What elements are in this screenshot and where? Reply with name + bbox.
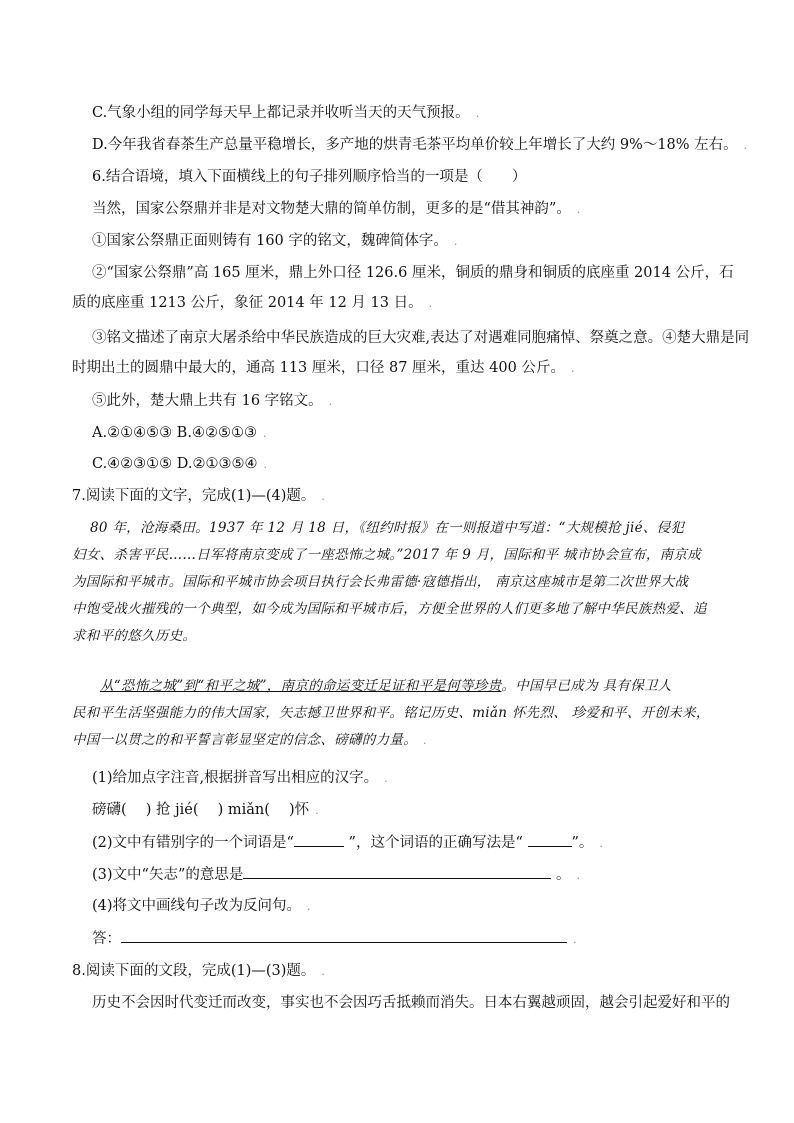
option-c: C.气象小组的同学每天早上都记录并收听当天的天气预报。 . bbox=[92, 105, 480, 121]
option-d: D.今年我省春茶生产总量平稳增长，多产地的烘青毛茶平均单价较上年增长了大约 9%～18% 左右。 . bbox=[92, 137, 748, 153]
passage-1-line-5: 求和平的悠久历史。 bbox=[72, 628, 197, 644]
passage-1-line-1: 80 年，沧海桑田。1937 年 12 月 18 日，《纽约时报》在一则报道中写道：“大规模抢 jié、侵犯 bbox=[90, 520, 685, 536]
answer-blank-wrong-word[interactable] bbox=[294, 832, 344, 847]
passage-2-line-3: 中国一以贯之的和平誓言彰显坚定的信念、磅礴的力量。 . bbox=[72, 732, 427, 748]
passage-2-line-2: 民和平生活坚强能力的伟大国家，矢志撼卫世界和平。铭记历史、miǎn 怀先烈、 珍爱和平、开创未来， bbox=[72, 705, 710, 721]
passage-3-line-1: 历史不会因时代变迁而改变，事实也不会因巧舌抵赖而消失。日本右翼越顽固，越会引起爱好和平的 bbox=[92, 995, 730, 1011]
sub-question-3: (3)文中“矢志”的意思是 。 . bbox=[92, 864, 580, 886]
question-6-context: 当然，国家公祭鼎并非是对文物楚大鼎的简单仿制，更多的是“借其神韵”。 . bbox=[92, 201, 581, 217]
sentence-5: ⑤此外，楚大鼎上共有 16 字铭文。 . bbox=[92, 393, 333, 409]
answer-blank-meaning[interactable] bbox=[243, 864, 551, 879]
underlined-sentence: 从“恐怖之城”到“和平之城”，南京的命运变迁足证和平是何等珍贵 bbox=[100, 678, 502, 694]
answer-blank-correct-word[interactable] bbox=[528, 832, 572, 847]
question-8: 8.阅读下面的文段，完成(1)—(3)题。 . bbox=[72, 963, 325, 979]
sub-question-1-items: 磅礴( ) 抢 jié( ) miǎn( )怀 . bbox=[92, 802, 319, 818]
sentence-2-line-1: ②“国家公祭鼎”高 165 厘米，鼎上外口径 126.6 厘米，铜质的鼎身和铜质的底座重 2014 公斤，石 bbox=[92, 265, 734, 281]
answer-line: 答： . bbox=[92, 928, 577, 950]
options-a-b: A.②①④⑤③ B.④②⑤①③ . bbox=[92, 425, 267, 441]
answer-blank-rhetorical[interactable] bbox=[121, 928, 567, 943]
question-7: 7.阅读下面的文字，完成(1)—(4)题。 . bbox=[72, 488, 325, 504]
passage-1-line-4: 中饱受战火摧残的一个典型，如今成为国际和平城市后，方便全世界的人们更多地了解中华民族热爱、追 bbox=[72, 601, 707, 617]
passage-1-line-2: 妇女、杀害平民……日军将南京变成了一座恐怖之城。”2017 年 9 月，国际和平 城市协会宣布，南京成 bbox=[72, 547, 702, 563]
options-c-d: C.④②③①⑤ D.②①③⑤④ . bbox=[92, 456, 268, 472]
sub-question-1: (1)给加点字注音,根据拼音写出相应的汉字。 . bbox=[92, 770, 388, 786]
sub-question-4: (4)将文中画线句子改为反问句。 . bbox=[92, 898, 311, 914]
sentence-2-line-2: 质的底座重 1213 公斤，象征 2014 年 12 月 13 日。 . bbox=[72, 295, 433, 311]
passage-2-line-1: 从“恐怖之城”到“和平之城”，南京的命运变迁足证和平是何等珍贵。中国早已成为 具有保卫人 bbox=[100, 678, 672, 694]
sentence-1: ①国家公祭鼎正面则铸有 160 字的铭文，魏碑简体字。 . bbox=[92, 233, 458, 249]
sentence-3-line-2: 时期出土的圆鼎中最大的，通高 113 厘米，口径 87 厘米，重达 400 公斤。 . bbox=[72, 360, 575, 376]
question-6: 6.结合语境，填入下面横线上的句子排列顺序恰当的一项是（ ） bbox=[92, 169, 527, 185]
passage-1-line-3: 为国际和平城市。国际和平城市协会项目执行会长弗雷德·寇德指出， 南京这座城市是第二次世界大战 bbox=[72, 574, 689, 590]
sentence-3-line-1: ③铭文描述了南京大屠杀给中华民族造成的巨大灾难,表达了对遇难同胞痛悼、祭奠之意。④楚大鼎是同 bbox=[92, 330, 750, 346]
sub-question-2: (2)文中有错别字的一个词语是“ ”，这个词语的正确写法是“ ”。 . bbox=[92, 832, 603, 854]
